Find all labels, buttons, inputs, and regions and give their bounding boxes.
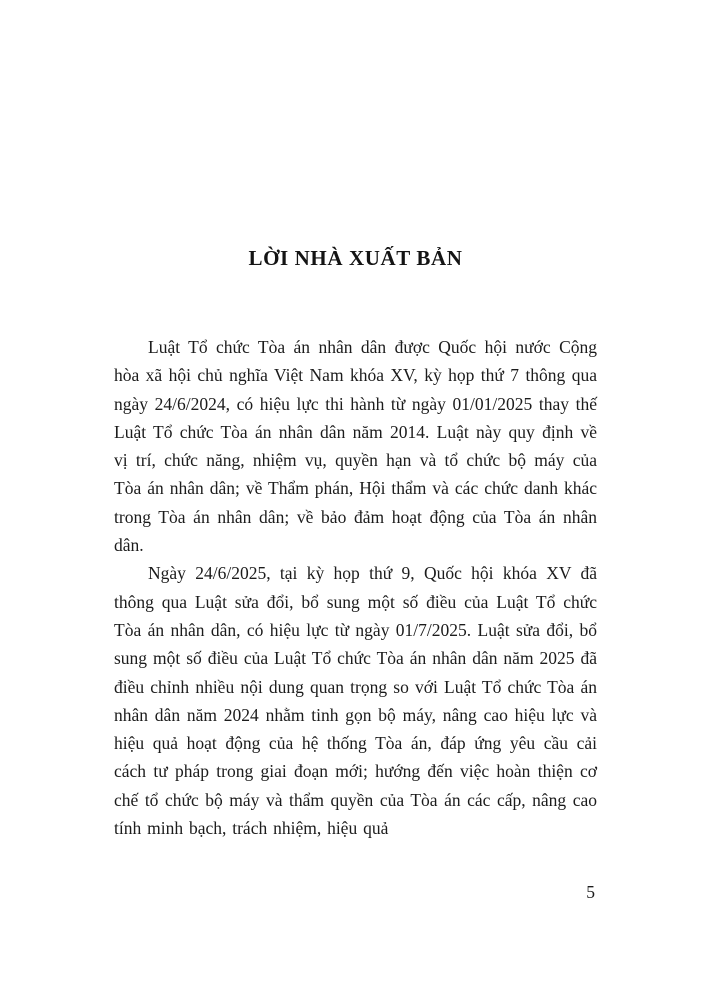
paragraph-1: Luật Tổ chức Tòa án nhân dân được Quốc hội nước Cộng hòa xã hội chủ nghĩa Việt Nam khóa XV, kỳ họp thứ 7 thông qua ngày 24/6/2024, có hiệu lực thi hành từ ngày 01/01/2025 thay thế Luật Tổ chức Tòa án nhân dân năm 2014. Luật này quy định về vị trí, chức năng, nhiệm vụ, quyền hạn và tổ chức bộ máy của Tòa án nhân dân; về Thẩm phán, Hội thẩm và các chức danh khác trong Tòa án nhân dân; về bảo đảm hoạt động của Tòa án nhân dân.	[114, 337, 597, 556]
body-text	[114, 333, 597, 842]
page-number: 5	[586, 882, 595, 902]
page-title: LỜI NHÀ XUẤT BẢN	[248, 246, 463, 270]
paragraph-2: Ngày 24/6/2025, tại kỳ họp thứ 9, Quốc hội khóa XV đã thông qua Luật sửa đổi, bổ sung một số điều của Luật Tổ chức Tòa án nhân dân, có hiệu lực từ ngày 01/7/2025. Luật sửa đổi, bổ sung một số điều của Luật Tổ chức Tòa án nhân dân năm 2025 đã điều chỉnh nhiều nội dung quan trọng so với Luật Tổ chức Tòa án nhân dân năm 2024 nhằm tinh gọn bộ máy, nâng cao hiệu lực và hiệu quả hoạt động của hệ thống Tòa án, đáp ứng yêu cầu cải cách tư pháp trong giai đoạn mới; hướng đến việc hoàn thiện cơ chế tổ chức bộ máy và thẩm quyền của Tòa án các cấp, nâng cao tính minh bạch, trách nhiệm, hiệu quả	[114, 563, 597, 839]
